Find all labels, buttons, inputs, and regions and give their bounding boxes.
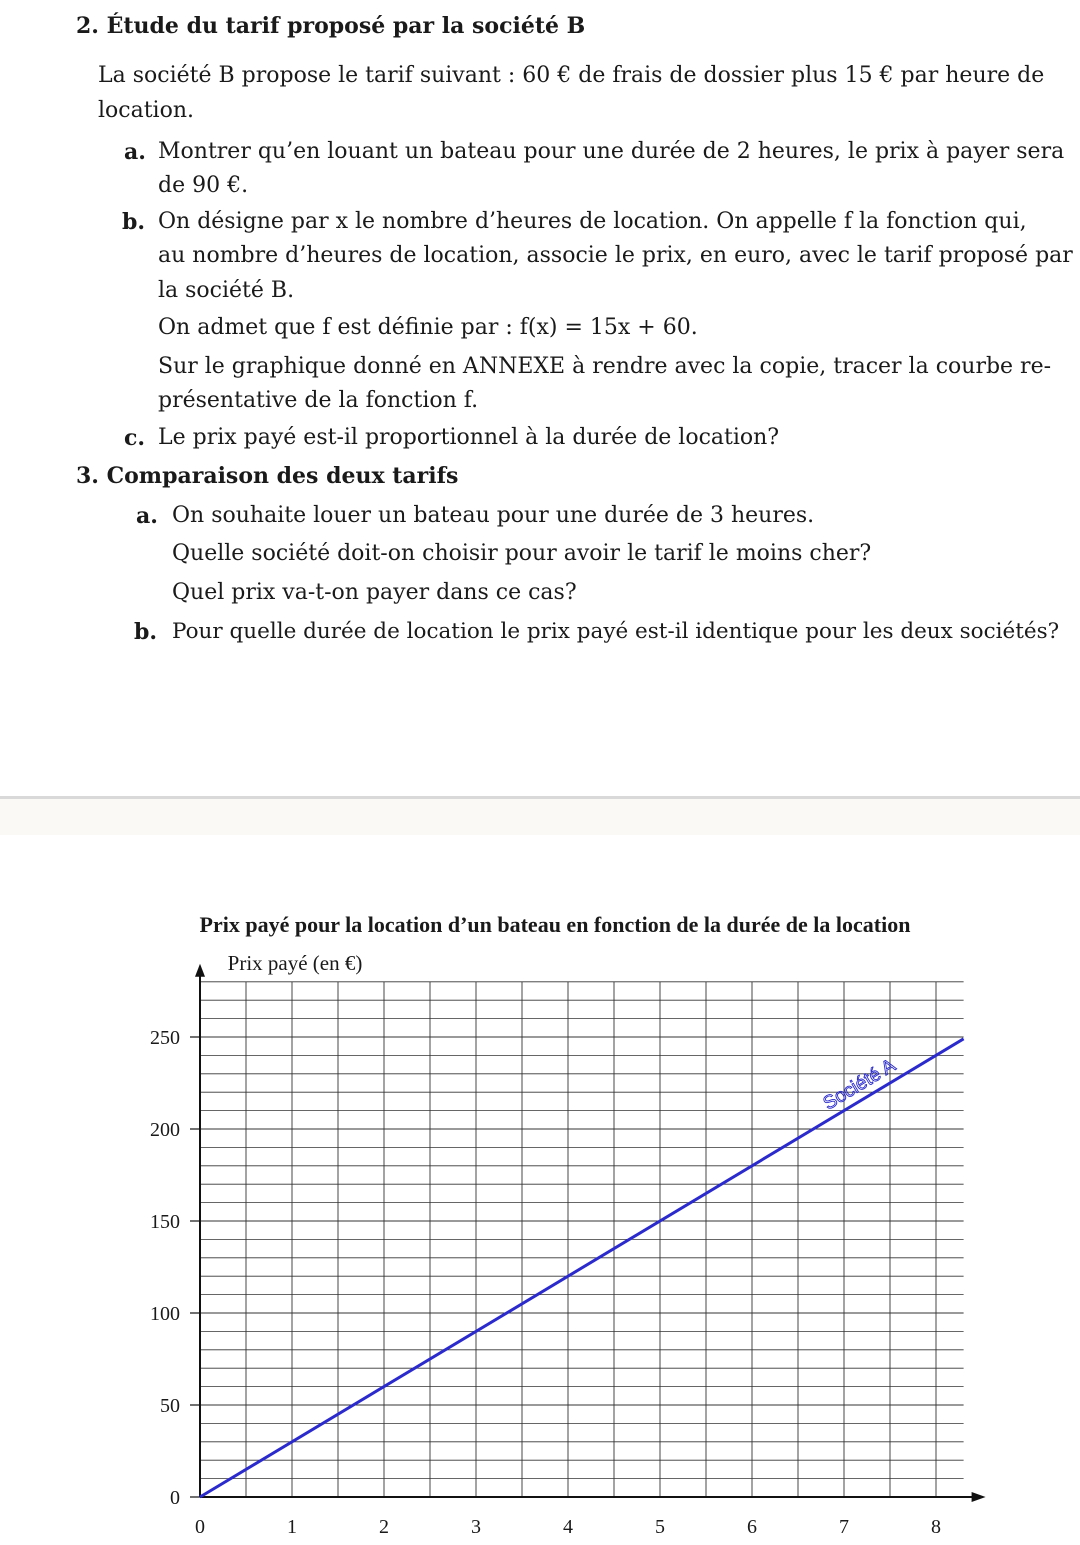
x-tick-label: 6	[747, 1516, 757, 1538]
question-2c-label: c.	[124, 425, 146, 451]
section-2-title: 2. Étude du tarif proposé par la société B	[76, 13, 586, 39]
x-tick-label: 0	[195, 1516, 205, 1538]
question-2b-line-3: la société B.	[158, 278, 295, 303]
section-2-intro-line-2: location.	[98, 98, 195, 123]
y-axis-arrow	[195, 964, 205, 977]
y-tick-label: 100	[150, 1303, 180, 1325]
question-3b-label: b.	[134, 619, 158, 645]
y-tick-label: 0	[170, 1487, 180, 1509]
x-tick-label: 8	[931, 1516, 941, 1538]
x-axis-arrow	[972, 1492, 986, 1502]
y-tick-label: 150	[150, 1211, 180, 1233]
question-3a-line-2: Quelle société doit-on choisir pour avoir le tarif le moins cher?	[172, 541, 872, 566]
question-2a-line-2: de 90 €.	[158, 173, 249, 198]
question-2b-label: b.	[122, 209, 146, 235]
y-axis-label: Prix payé (en €)	[227, 951, 363, 975]
section-2-intro-line-1: La société B propose le tarif suivant : 60 € de frais de dossier plus 15 € par heure de	[98, 63, 1045, 88]
question-3a-line-3: Quel prix va-t-on payer dans ce cas?	[172, 580, 577, 605]
question-2a-label: a.	[124, 139, 146, 165]
question-2b-line-1: On désigne par x le nombre d’heures de location. On appelle f la fonction qui,	[158, 209, 1027, 234]
section-3-title: 3. Comparaison des deux tarifs	[76, 463, 459, 489]
x-tick-label: 3	[471, 1516, 481, 1538]
x-tick-label: 5	[655, 1516, 665, 1538]
annex-chart	[0, 900, 1080, 1545]
x-tick-label: 4	[563, 1516, 573, 1538]
series-line-societe-a	[200, 1039, 964, 1497]
y-tick-label: 250	[150, 1027, 180, 1049]
series-label-societe-a: Société A	[819, 1055, 900, 1115]
question-3b-line-1: Pour quelle durée de location le prix payé est-il identique pour les deux sociétés?	[172, 619, 1060, 644]
page-gap	[0, 799, 1080, 835]
question-3a-label: a.	[136, 503, 158, 529]
x-tick-label: 2	[379, 1516, 389, 1538]
y-tick-label: 200	[150, 1119, 180, 1141]
chart-title: Prix payé pour la location d’un bateau en fonction de la durée de la location	[199, 912, 911, 937]
question-2c-line-1: Le prix payé est-il proportionnel à la durée de location?	[158, 425, 780, 450]
question-2b-line-4: On admet que f est définie par : f(x) = 15x + 60.	[158, 315, 698, 340]
question-2a-line-1: Montrer qu’en louant un bateau pour une durée de 2 heures, le prix à payer sera	[158, 139, 1065, 164]
x-tick-label: 1	[287, 1516, 297, 1538]
question-3a-line-1: On souhaite louer un bateau pour une durée de 3 heures.	[172, 503, 815, 528]
y-tick-label: 50	[160, 1395, 180, 1417]
question-2b-line-5: Sur le graphique donné en ANNEXE à rendre avec la copie, tracer la courbe re-	[158, 354, 1052, 379]
x-tick-label: 7	[839, 1516, 849, 1538]
question-2b-line-6: présentative de la fonction f.	[158, 388, 479, 413]
question-2b-line-2: au nombre d’heures de location, associe le prix, en euro, avec le tarif proposé par	[158, 243, 1073, 268]
